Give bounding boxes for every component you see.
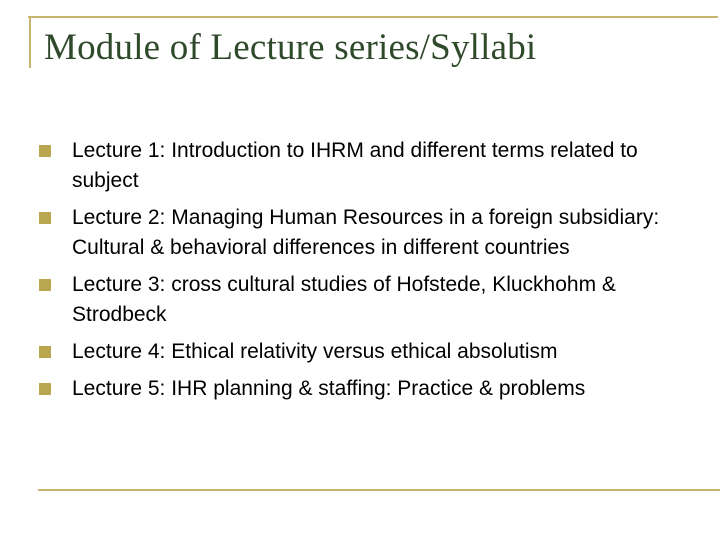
bullet-text: Lecture 5: IHR planning & staffing: Practice & problems [72,377,586,400]
top-border-line [28,16,718,18]
square-bullet-icon [39,346,51,358]
bullet-text: Lecture 3: cross cultural studies of Hofstede, Kluckhohm & Strodbeck [72,273,616,326]
bullet-item [38,374,698,404]
left-border-line [29,16,31,68]
bullet-list [38,136,698,411]
bottom-border-line [38,489,720,491]
bullet-text: Lecture 4: Ethical relativity versus ethical absolutism [72,340,558,363]
bullet-item [38,203,698,263]
slide-title: Module of Lecture series/Syllabi [44,27,537,68]
square-bullet-icon [39,383,51,395]
bullet-item [38,270,698,330]
square-bullet-icon [39,212,51,224]
square-bullet-icon [39,279,51,291]
square-bullet-icon [39,145,51,157]
bullet-text: Lecture 2: Managing Human Resources in a foreign subsidiary: Cultural & behavioral differences in different countries [72,206,660,259]
bullet-item [38,136,698,196]
bullet-item [38,337,698,367]
bullet-text: Lecture 1: Introduction to IHRM and different terms related to subject [72,139,638,192]
